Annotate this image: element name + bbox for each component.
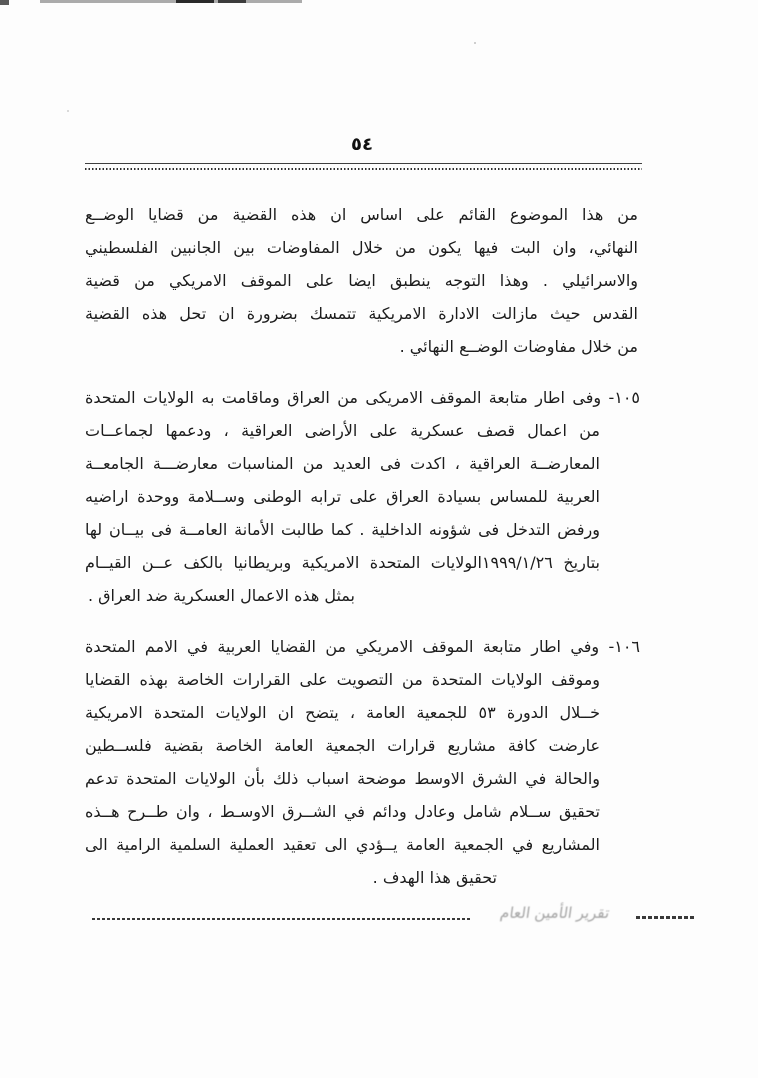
intro-line-4: القدس حيث مازالت الادارة الامريكية تتمسك بضرورة ان تحل هذه القضية bbox=[85, 304, 638, 323]
intro-line-3: والاسرائيلي . وهذا التوجه ينطبق ايضا على الموقف الامريكي من قضية bbox=[85, 271, 638, 290]
scan-artifact-top-bar bbox=[40, 0, 302, 3]
footer-dash bbox=[636, 916, 694, 919]
p105-line-4: العربية للمساس بسيادة العراق على ترابه الوطنى وســلامة ووحدة اراضيه bbox=[85, 487, 600, 506]
scan-artifact-corner bbox=[0, 0, 9, 5]
p106-line-6: تحقيق ســلام شامل وعادل ودائم في الشــرق الاوسـط ، وان طــرح هــذه bbox=[85, 802, 600, 821]
p105-line-1: ١٠٥- وفى اطار متابعة الموقف الامريكى من العراق وماقامت به الولايات المتحدة bbox=[85, 388, 640, 407]
intro-line-1: من هذا الموضوع القائم على اساس ان هذه القضية من قضايا الوضــع bbox=[85, 205, 638, 224]
p106-line-1: ١٠٦- وفي اطار متابعة الموقف الامريكي من القضايا العربية في الامم المتحدة bbox=[85, 637, 640, 656]
scan-speck bbox=[67, 110, 69, 112]
p105-line-6: بتاريخ ١٩٩٩/١/٢٦الولايات المتحدة الامريكية وبريطانيا بالكف عــن القيــام bbox=[85, 553, 600, 572]
p106-line-7: المشاريع في الجمعية العامة يــؤدي الى تعقيد العملية السلمية الرامية الى bbox=[85, 835, 600, 854]
page-number: ٥٤ bbox=[351, 134, 373, 155]
footer-rule bbox=[92, 918, 472, 920]
p106-line-2: وموقف الولايات المتحدة من التصويت على القرارات الخاصة بهذه القضايا bbox=[85, 670, 600, 689]
p105-line-7: بمثل هذه الاعمال العسكرية ضد العراق . bbox=[87, 586, 355, 605]
p106-line-3: خــلال الدورة ٥٣ للجمعية العامة ، يتضح ان الولايات المتحدة الامريكية bbox=[85, 703, 600, 722]
scan-artifact-dark-segment bbox=[176, 0, 214, 3]
p106-line-5: والحالة في الشرق الاوسط موضحة اسباب ذلك بأن الولايات المتحدة تدعم bbox=[85, 769, 600, 788]
p106-line-8: تحقيق هذا الهدف . bbox=[372, 868, 497, 887]
p105-line-5: ورفض التدخل فى شؤونه الداخلية . كما طالبت الأمانة العامــة فى بيــان لها bbox=[85, 520, 600, 539]
footer-stamp: تقرير الأمين العام bbox=[499, 904, 611, 922]
intro-line-5: من خلال مفاوضات الوضــع النهائي . bbox=[399, 337, 638, 356]
p106-line-4: عارضت كافة مشاريع قرارات الجمعية العامة الخاصة بقضية فلســطين bbox=[85, 736, 600, 755]
p105-line-3: المعارضــة العراقية ، اكدت فى العديد من المناسبات معارضـــة الجامعــة bbox=[85, 454, 600, 473]
header-rule bbox=[85, 163, 642, 164]
header-rule-dotted bbox=[85, 168, 642, 170]
intro-line-2: النهائي، وان البت فيها يكون من خلال المفاوضات بين الجانبين الفلسطيني bbox=[85, 238, 638, 257]
scan-speck bbox=[474, 42, 476, 44]
p105-line-2: من اعمال قصف عسكرية على الأراضى العراقية ، ودعمها لجماعــات bbox=[85, 421, 600, 440]
scan-artifact-dark-segment bbox=[218, 0, 246, 3]
